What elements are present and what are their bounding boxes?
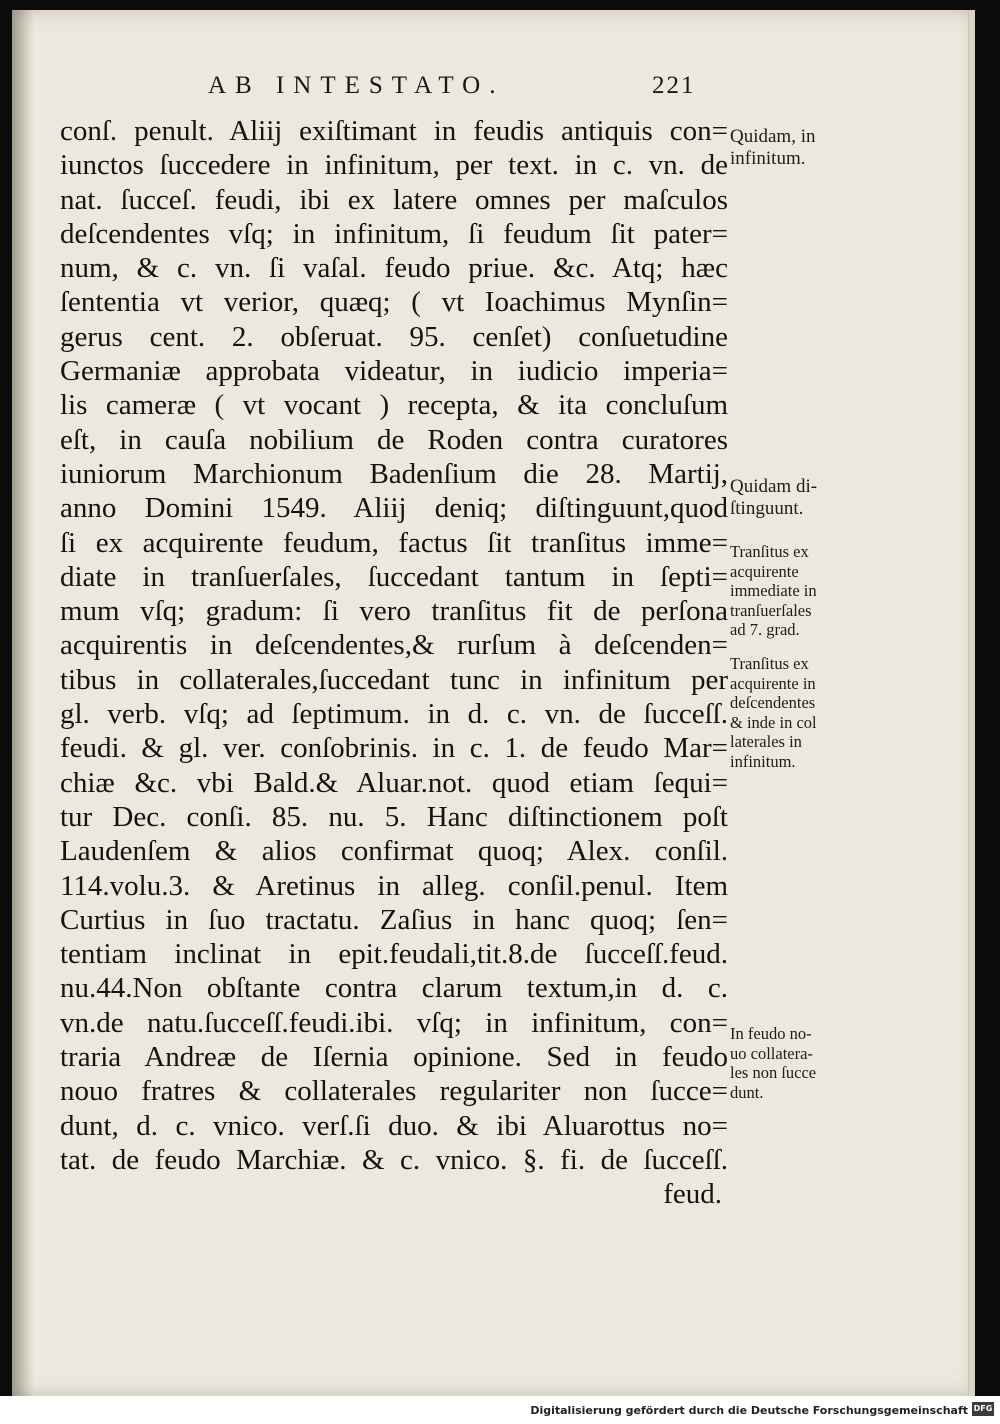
margin-note-line: In feudo no-: [730, 1024, 812, 1043]
margin-note-line: les non ſucce: [730, 1063, 817, 1082]
text-line: Laudenſem & alios confirmat quoq; Alex. conſil.: [60, 835, 728, 868]
margin-note-line: laterales in: [730, 732, 802, 751]
margin-note-line: & inde in col: [730, 712, 817, 732]
margin-note-line: immediate in: [730, 581, 817, 600]
page-number: 221: [652, 72, 696, 99]
text-line: diate in tranſuerſales, ſuccedant tantum in ſepti=: [60, 560, 728, 593]
margin-note-line: ad 7. grad.: [730, 620, 800, 639]
text-line: eſt, in cauſa nobilium de Roden contra curatores: [60, 423, 728, 456]
margin-note-line: Quidam di-: [730, 476, 818, 497]
margin-note: [730, 476, 817, 520]
page-edge: [968, 10, 975, 1396]
text-line: Curtius in ſuo tractatu. Zaſius in hanc quoq; ſen=: [60, 903, 728, 936]
text-line: gl. verb. vſq; ad ſeptimum. in d. c. vn. de ſucceſſ.: [60, 698, 728, 731]
footer-bar: [0, 1396, 1000, 1424]
text-line: anno Domini 1549. Aliĳ deniq; diſtinguunt,quod: [60, 492, 728, 525]
margin-note: [730, 654, 817, 771]
margin-note-line: infinitum.: [730, 148, 806, 169]
margin-note-line: acquirente: [730, 561, 799, 581]
text-line: iuniorum Marchionum Badenſium die 28. Martĳ,: [60, 457, 728, 490]
margin-note-line: infinitum.: [730, 751, 796, 771]
text-line: conſ. penult. Aliĳ exiſtimant in feudis antiquis con=: [60, 115, 728, 147]
text-line: deſcendentes vſq; in infinitum, ſi feudum ſit pater=: [60, 217, 728, 250]
text-line: gerus cent. 2. obſeruat. 95. cenſet) conſuetudine: [60, 320, 728, 353]
text-line: lis cameræ ( vt vocant ) recepta, & ita concluſum: [60, 389, 728, 422]
margin-note-line: Quidam, in: [730, 126, 816, 147]
text-line: dunt, d. c. vnico. verſ.ſi duo. & ibi Aluarottus no=: [60, 1109, 728, 1142]
text-line: ſententia vt verior, quæq; ( vt Ioachimus Mynſin=: [60, 286, 728, 319]
text-line: tibus in collaterales,ſuccedant tunc in infinitum per: [60, 663, 728, 696]
text-line: nu.44.Non obſtante contra clarum textum,in d. c.: [60, 972, 728, 1005]
catchword-line: feud.: [663, 1178, 722, 1211]
text-line: traria Andreæ de Iſernia opinione. Sed in feudo: [60, 1041, 728, 1074]
text-line: 114.volu.3. & Aretinus in alleg. conſil.penul. Item: [60, 869, 728, 902]
book-page: [12, 10, 975, 1396]
text-line: mum vſq; gradum: ſi vero tranſitus fit de perſona: [60, 595, 728, 628]
margin-note-line: ſtinguunt.: [730, 498, 804, 519]
dfg-logo: DFG: [972, 1402, 994, 1416]
page-gutter-shadow: [12, 10, 34, 1396]
text-line: nat. ſucceſ. feudi, ibi ex latere omnes per maſculos: [60, 183, 728, 216]
margin-note-line: deſcendentes: [730, 693, 816, 712]
text-line: feudi. & gl. ver. conſobrinis. in c. 1. de feudo Mar=: [60, 732, 728, 765]
text-line: chiæ &c. vbi Bald.& Aluar.not. quod etiam ſequi=: [60, 766, 728, 799]
text-line: tentiam inclinat in epit.feudali,tit.8.de ſucceſſ.feud.: [60, 938, 728, 971]
running-head: AB INTESTATO.: [208, 72, 505, 99]
text-line: num, & c. vn. ſi vaſal. feudo priue. &c. Atq; hæc: [60, 252, 728, 285]
margin-note-line: uo collatera-: [730, 1043, 813, 1063]
margin-note-line: Tranſitus ex: [730, 654, 809, 673]
margin-note-line: dunt.: [730, 1082, 764, 1102]
text-line: nouo fratres & collaterales regulariter non ſucce=: [60, 1075, 728, 1108]
text-line: Germaniæ approbata videatur, in iudicio imperia=: [60, 355, 728, 388]
main-text-block: [60, 114, 728, 1212]
funding-credit: Digitalisierung gefördert durch die Deutsche Forschungsgemeinschaft: [530, 1404, 968, 1417]
text-line: tur Dec. conſi. 85. nu. 5. Hanc diſtinctionem poſt: [60, 800, 728, 833]
text-line: iunctos ſuccedere in infinitum, per text. in c. vn. de: [60, 149, 728, 182]
text-line: ſi ex acquirente feudum, factus ſit tranſitus imme=: [60, 526, 728, 559]
text-line: acquirentis in deſcendentes,& rurſum à deſcenden=: [60, 629, 728, 662]
margin-note-line: tranſuerſales: [730, 600, 812, 620]
margin-note: [730, 542, 817, 640]
margin-note: [730, 1024, 816, 1102]
text-line: tat. de feudo Marchiæ. & c. vnico. §. fi. de ſucceſſ.: [60, 1143, 728, 1176]
margin-note-line: acquirente in: [730, 673, 816, 693]
margin-note-line: Tranſitus ex: [730, 542, 809, 561]
text-line: vn.de natu.ſucceſſ.feudi.ibi. vſq; in infinitum, con=: [60, 1006, 728, 1039]
margin-note: [730, 126, 816, 170]
